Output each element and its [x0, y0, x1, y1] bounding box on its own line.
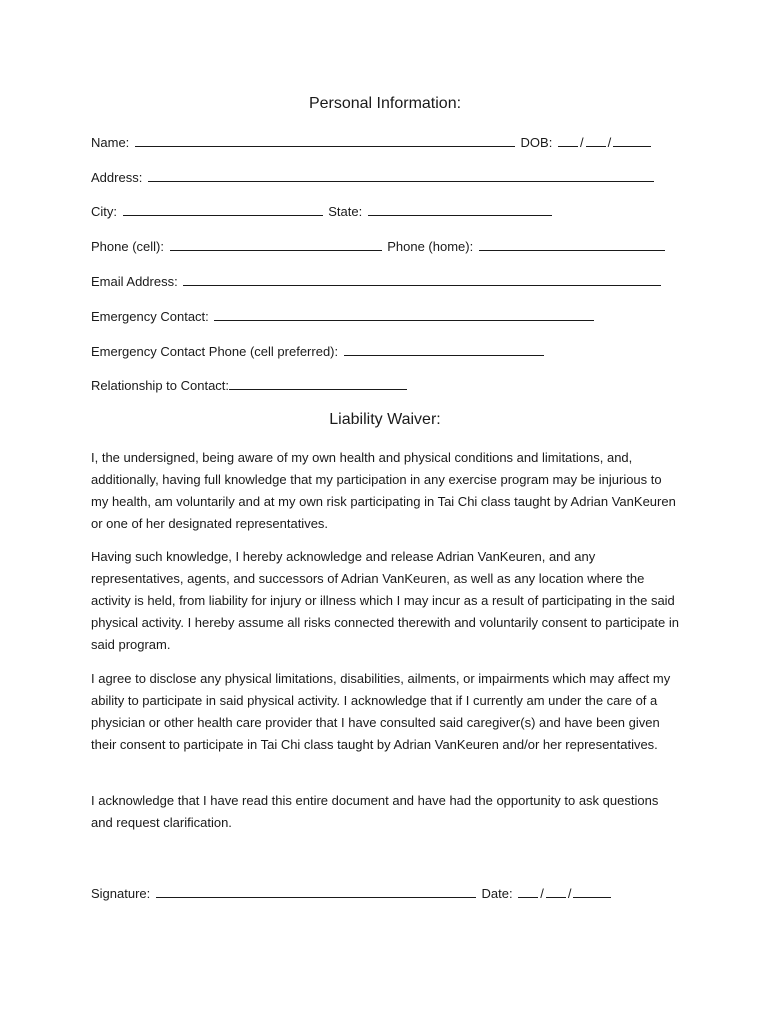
- emergency-phone-label: Emergency Contact Phone (cell preferred):: [91, 344, 339, 359]
- waiver-paragraph-2: Having such knowledge, I hereby acknowledge and release Adrian VanKeuren, and any representatives, agents, and successors of Adrian VanKeuren, as well as any location where the activity is held, from liability for injury or illness which I may incur as a result of participating in the said physical activity. I hereby assume all risks connected therewith and voluntarily consent to participate in said program.: [91, 549, 679, 652]
- waiver-paragraph-1: I, the undersigned, being aware of my own health and physical conditions and limitations, and, additionally, having full knowledge that my participation in any exercise program may be injurious to my health, am voluntarily and at my own risk participating in Tai Chi class taught by Adrian VanKeuren or one of her designated representatives.: [91, 450, 676, 531]
- city-label: City:: [91, 204, 117, 219]
- phone-cell-field[interactable]: [170, 237, 382, 251]
- email-row: [91, 272, 663, 290]
- email-label: Email Address:: [91, 274, 178, 289]
- date-label: Date:: [481, 886, 513, 901]
- signature-label: Signature:: [91, 886, 151, 901]
- relationship-row: [91, 376, 409, 394]
- phone-cell-label: Phone (cell):: [91, 239, 164, 254]
- waiver-paragraph-4: I acknowledge that I have read this entire document and have had the opportunity to ask questions and request clarification.: [91, 793, 659, 830]
- signature-date-row: Signature: Date: / /: [91, 884, 613, 902]
- address-label: Address:: [91, 170, 143, 185]
- city-field[interactable]: [123, 202, 323, 216]
- emergency-phone-field[interactable]: [344, 342, 544, 356]
- address-field[interactable]: [148, 168, 654, 182]
- dob-month-field[interactable]: [558, 133, 578, 147]
- state-label: State:: [328, 204, 363, 219]
- emergency-contact-field[interactable]: [214, 307, 594, 321]
- emergency-phone-row: [91, 342, 546, 360]
- dob-day-field[interactable]: [586, 133, 606, 147]
- name-dob-row: Name: DOB: / /: [91, 133, 653, 151]
- signature-field[interactable]: [156, 884, 476, 898]
- state-field[interactable]: [368, 202, 552, 216]
- name-label: Name:: [91, 135, 130, 150]
- date-day-field[interactable]: [546, 884, 566, 898]
- emergency-contact-label: Emergency Contact:: [91, 309, 209, 324]
- dob-label: DOB:: [520, 135, 553, 150]
- name-field[interactable]: [135, 133, 515, 147]
- waiver-paragraph-3: I agree to disclose any physical limitations, disabilities, ailments, or impairments which may affect my ability to participate in said physical activity. I acknowledge that if I currently am under the care of a physician or other health care provider that I have consulted said caregiver(s) and have been given their consent to participate in Tai Chi class taught by Adrian VanKeuren and/or her representatives.: [91, 671, 671, 752]
- liability-waiver-heading: Liability Waiver:: [329, 411, 441, 428]
- address-row: [91, 168, 656, 186]
- personal-information-heading: Personal Information:: [308, 95, 462, 112]
- phone-home-field[interactable]: [479, 237, 665, 251]
- city-state-row: [91, 202, 554, 220]
- date-year-field[interactable]: [573, 884, 611, 898]
- relationship-label: Relationship to Contact:: [91, 378, 230, 393]
- date-month-field[interactable]: [518, 884, 538, 898]
- email-field[interactable]: [183, 272, 661, 286]
- dob-year-field[interactable]: [613, 133, 651, 147]
- relationship-field[interactable]: [229, 376, 407, 390]
- emergency-contact-row: [91, 307, 596, 325]
- phone-row: [91, 237, 667, 255]
- phone-home-label: Phone (home):: [387, 239, 474, 254]
